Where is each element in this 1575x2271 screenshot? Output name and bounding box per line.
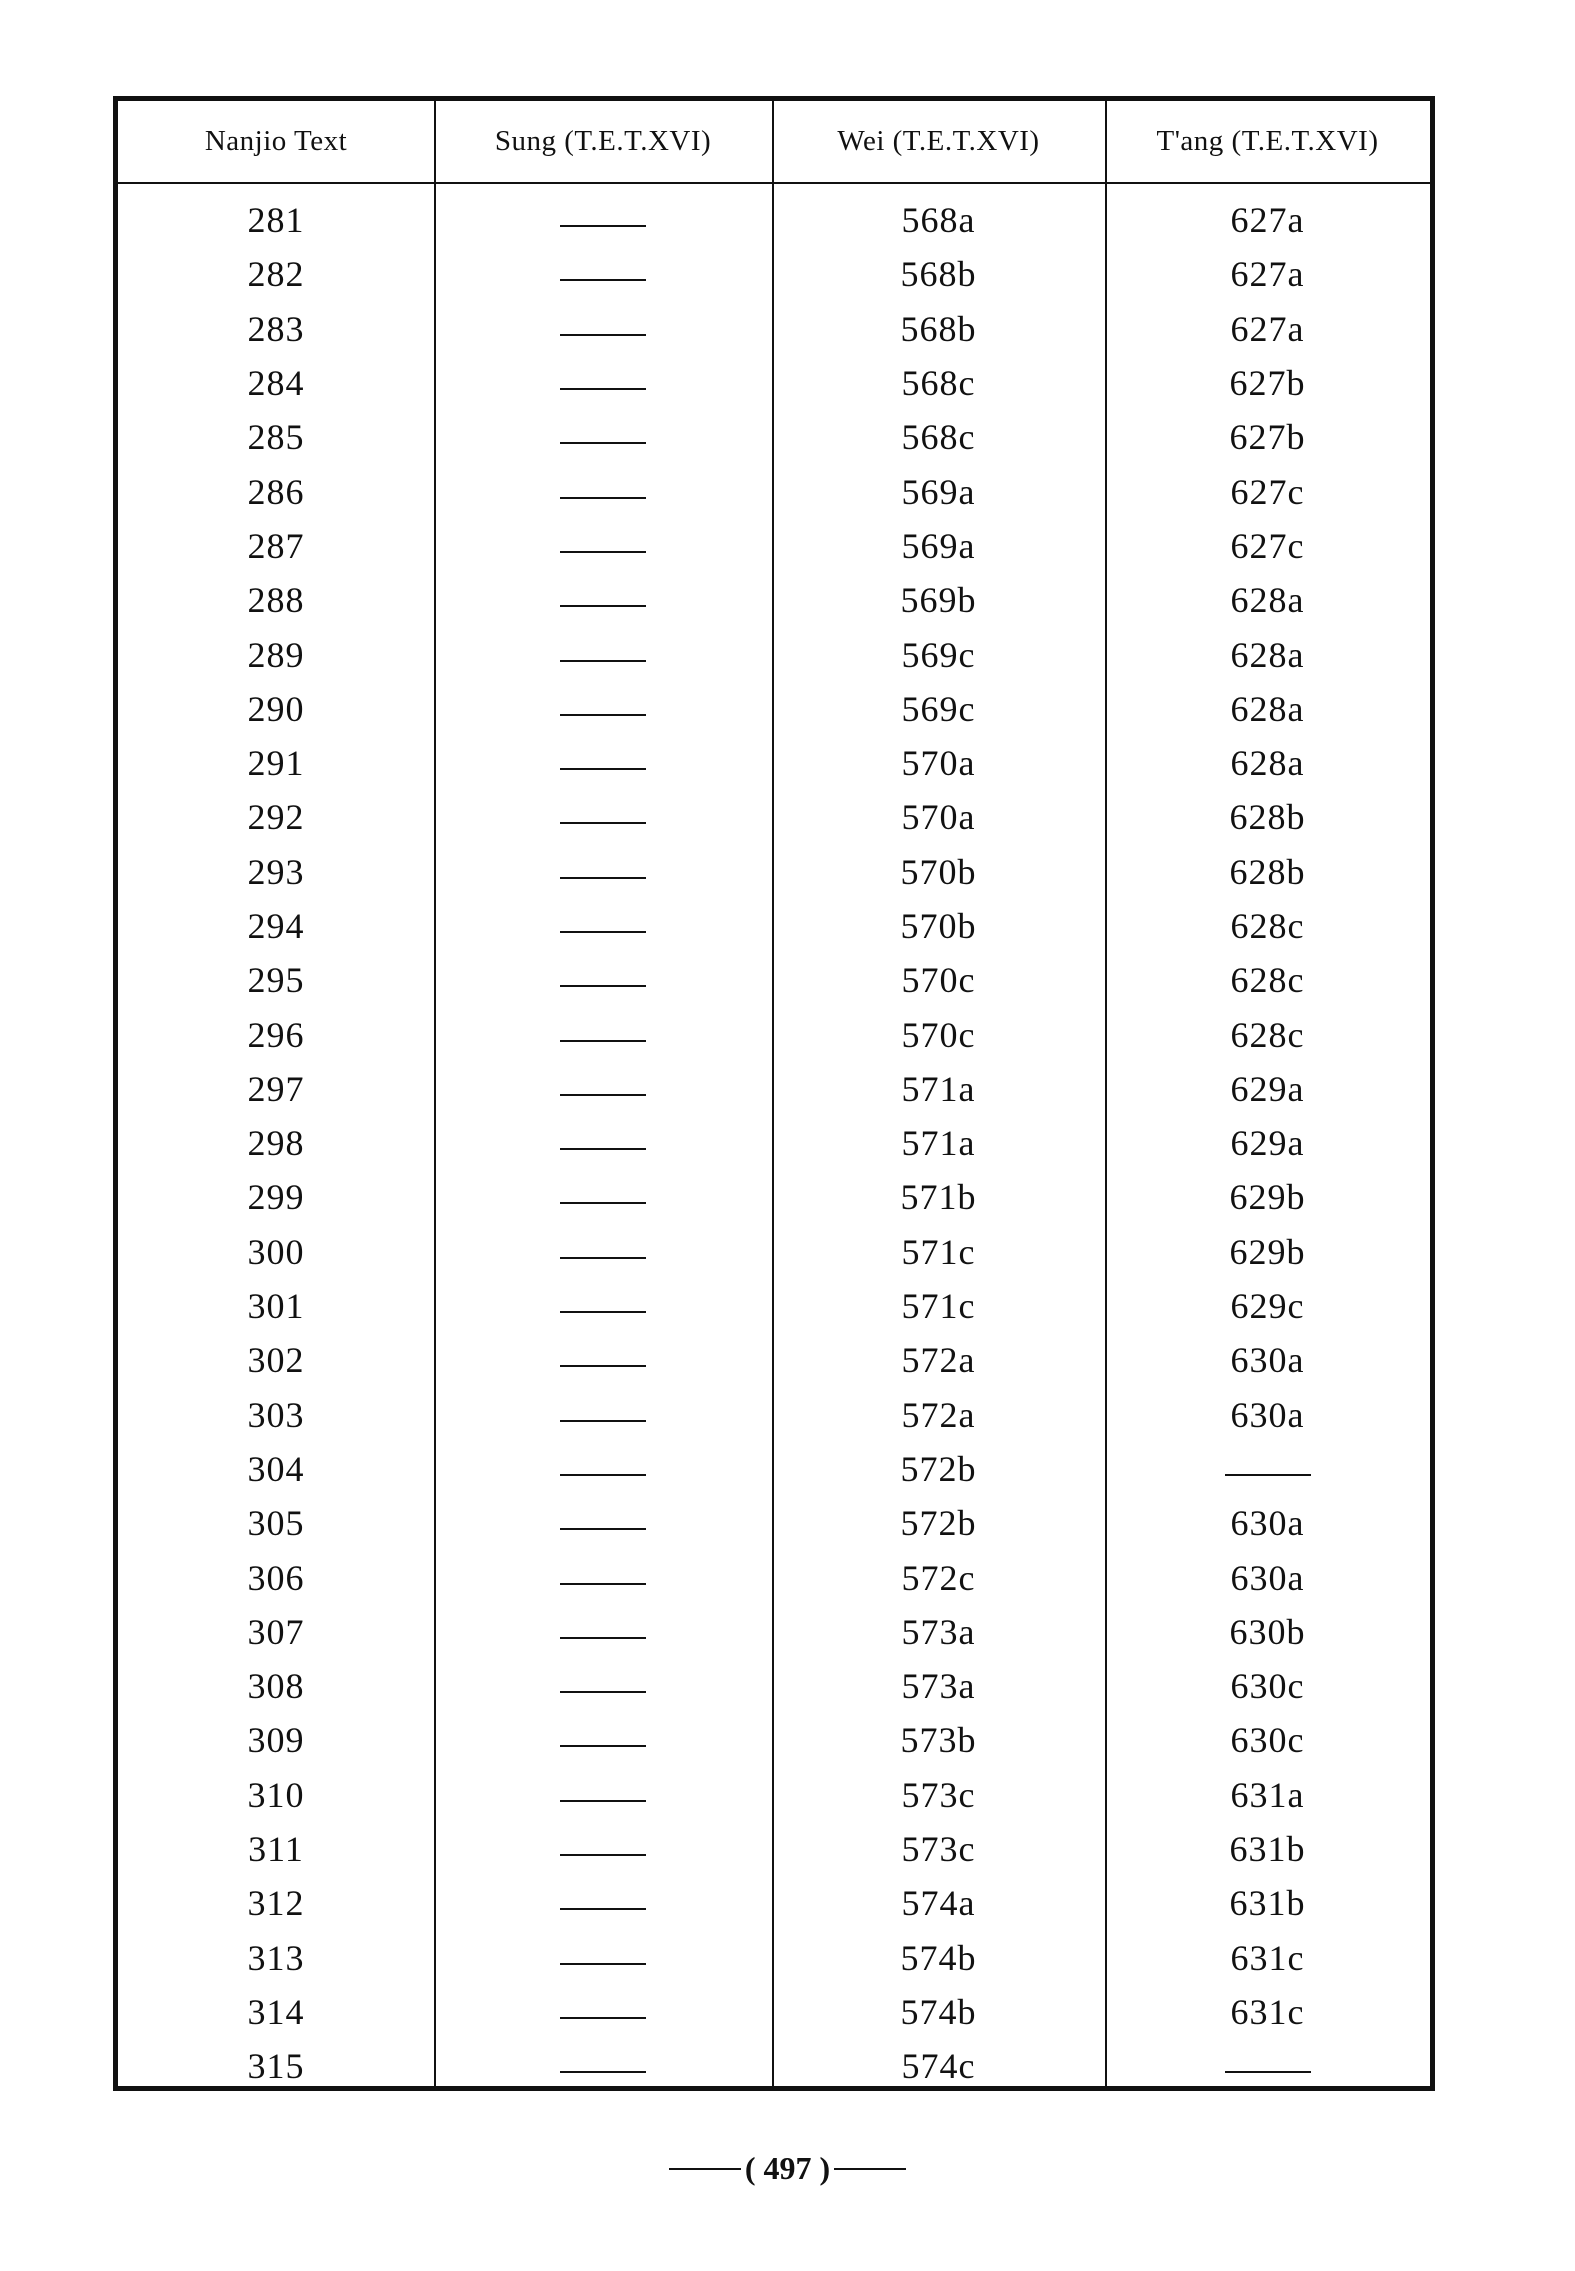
- cell-nanjio-text: 291: [247, 743, 305, 784]
- cell-wei: 569c: [901, 634, 976, 675]
- cell-wei: 573b: [900, 1720, 977, 1761]
- cell-wei: 574b: [900, 1991, 977, 2032]
- cell-sung: [434, 1190, 772, 1204]
- cell-tang: 629a: [1230, 1123, 1305, 1164]
- cell-sung: [434, 648, 772, 662]
- table-row: [118, 1007, 1430, 1061]
- table-row: [118, 899, 1430, 953]
- cell-nanjio-text: 306: [247, 1557, 305, 1598]
- cell-wei: 574b: [900, 1937, 977, 1978]
- cell-sung: [434, 810, 772, 824]
- table-row: [118, 247, 1430, 301]
- table-row: [118, 1985, 1430, 2039]
- empty-entry-dash: [560, 225, 646, 227]
- cell-tang: [1105, 2059, 1430, 2073]
- cell-sung: [434, 1408, 772, 1422]
- cell-wei: 573c: [901, 1774, 976, 1815]
- cell-wei: 568a: [901, 200, 976, 241]
- cell-sung: [434, 2005, 772, 2019]
- cell-wei: 570b: [900, 906, 977, 946]
- cell-tang: 627b: [1229, 417, 1306, 458]
- cell-nanjio-text: 288: [247, 580, 305, 621]
- cell-sung: [434, 1516, 772, 1530]
- cell-wei: 569a: [901, 525, 976, 566]
- table-row: [118, 1062, 1430, 1116]
- empty-entry-dash: [560, 605, 646, 607]
- cell-sung: [434, 973, 772, 987]
- empty-entry-dash: [560, 1311, 646, 1313]
- cell-tang: 628c: [1230, 960, 1305, 1001]
- cell-tang: 629b: [1229, 1177, 1306, 1218]
- empty-entry-dash: [560, 388, 646, 390]
- cell-wei: 573a: [901, 1611, 976, 1652]
- cell-wei: 570a: [901, 797, 976, 838]
- table-row: [118, 464, 1430, 518]
- table-row: [118, 627, 1430, 681]
- cell-wei: 569c: [901, 688, 976, 729]
- cell-tang: 628a: [1230, 580, 1305, 621]
- cell-tang: 629a: [1230, 1068, 1305, 1109]
- cell-nanjio-text: 286: [247, 471, 305, 512]
- table-row: [118, 1713, 1430, 1767]
- column-divider: [434, 101, 436, 2086]
- cell-tang: 628a: [1230, 688, 1305, 729]
- cell-sung: [434, 593, 772, 607]
- empty-entry-dash: [560, 1365, 646, 1367]
- cell-sung: [434, 1245, 772, 1259]
- cell-sung: [434, 1625, 772, 1639]
- empty-entry-dash: [560, 2017, 646, 2019]
- table-row: [118, 356, 1430, 410]
- empty-entry-dash: [560, 1040, 646, 1042]
- empty-entry-dash: [560, 1854, 646, 1856]
- cell-nanjio-text: 284: [247, 363, 305, 404]
- header-rule: [118, 182, 1430, 184]
- cell-wei: 571a: [901, 1123, 976, 1164]
- cell-nanjio-text: 297: [247, 1068, 305, 1109]
- table-header-row: [118, 101, 1430, 182]
- empty-entry-dash: [1225, 1474, 1311, 1476]
- cell-tang: 631a: [1230, 1774, 1305, 1815]
- table-row: [118, 1116, 1430, 1170]
- empty-entry-dash: [560, 660, 646, 662]
- cell-tang: 627b: [1229, 363, 1306, 404]
- cell-wei: 570c: [901, 1014, 976, 1055]
- cell-nanjio-text: 283: [247, 308, 305, 349]
- cell-sung: [434, 1788, 772, 1802]
- cell-nanjio-text: 299: [247, 1177, 305, 1218]
- empty-entry-dash: [560, 1800, 646, 1802]
- empty-entry-dash: [560, 822, 646, 824]
- empty-entry-dash: [560, 1202, 646, 1204]
- empty-entry-dash: [560, 1148, 646, 1150]
- cell-sung: [434, 1028, 772, 1042]
- empty-entry-dash: [560, 497, 646, 499]
- cell-nanjio-text: 308: [247, 1666, 305, 1707]
- cell-tang: 628c: [1230, 906, 1305, 946]
- cell-sung: [434, 1951, 772, 1965]
- cell-sung: [434, 376, 772, 390]
- table-row: [118, 953, 1430, 1007]
- cell-tang: 631c: [1230, 1991, 1305, 2032]
- cell-nanjio-text: 301: [247, 1286, 305, 1327]
- cell-sung: [434, 1136, 772, 1150]
- cell-sung: [434, 1896, 772, 1910]
- cell-nanjio-text: 314: [247, 1991, 305, 2032]
- cell-nanjio-text: 312: [247, 1883, 305, 1924]
- empty-entry-dash: [560, 1691, 646, 1693]
- empty-entry-dash: [560, 442, 646, 444]
- table-row: [118, 790, 1430, 844]
- concordance-table: [113, 96, 1435, 2091]
- cell-sung: [434, 919, 772, 933]
- cell-sung: [434, 1299, 772, 1313]
- cell-nanjio-text: 298: [247, 1123, 305, 1164]
- cell-wei: 568b: [900, 254, 977, 295]
- table-row: [118, 1768, 1430, 1822]
- cell-wei: 574a: [901, 1883, 976, 1924]
- cell-tang: 631b: [1229, 1829, 1306, 1870]
- cell-wei: 573c: [901, 1829, 976, 1870]
- cell-tang: 628b: [1229, 851, 1306, 892]
- table-row: [118, 1225, 1430, 1279]
- empty-entry-dash: [560, 1528, 646, 1530]
- table-row: [118, 1931, 1430, 1985]
- page-number: ( 497 ): [744, 2150, 831, 2186]
- cell-tang: 629b: [1229, 1231, 1306, 1272]
- cell-nanjio-text: 289: [247, 634, 305, 675]
- cell-wei: 570b: [900, 851, 977, 892]
- cell-nanjio-text: 300: [247, 1231, 305, 1272]
- column-header-tang: T'ang (T.E.T.XVI): [1156, 125, 1379, 157]
- page-footer: [0, 2150, 1575, 2187]
- empty-entry-dash: [560, 1420, 646, 1422]
- cell-tang: 627a: [1230, 200, 1305, 241]
- cell-wei: 569a: [901, 471, 976, 512]
- empty-entry-dash: [560, 1963, 646, 1965]
- cell-nanjio-text: 281: [247, 200, 305, 241]
- cell-tang: 627a: [1230, 254, 1305, 295]
- footer-rule-left: [669, 2168, 741, 2170]
- table-row: [118, 1822, 1430, 1876]
- cell-sung: [434, 267, 772, 281]
- table-row: [118, 1442, 1430, 1496]
- cell-sung: [434, 1353, 772, 1367]
- empty-entry-dash: [560, 985, 646, 987]
- cell-wei: 572a: [901, 1340, 976, 1381]
- table-row: [118, 1876, 1430, 1930]
- cell-nanjio-text: 296: [247, 1014, 305, 1055]
- footer-rule-right: [834, 2168, 906, 2170]
- cell-wei: 568c: [901, 363, 976, 404]
- empty-entry-dash: [560, 334, 646, 336]
- cell-sung: [434, 1733, 772, 1747]
- column-divider: [1105, 101, 1107, 2086]
- empty-entry-dash: [560, 2071, 646, 2073]
- cell-tang: 630a: [1230, 1394, 1305, 1435]
- table-row: [118, 1496, 1430, 1550]
- table-row: [118, 1388, 1430, 1442]
- table-row: [118, 1333, 1430, 1387]
- cell-sung: [434, 756, 772, 770]
- table-row: [118, 2039, 1430, 2093]
- empty-entry-dash: [560, 768, 646, 770]
- empty-entry-dash: [560, 279, 646, 281]
- cell-nanjio-text: 309: [247, 1720, 305, 1761]
- cell-sung: [434, 702, 772, 716]
- cell-tang: 628b: [1229, 797, 1306, 838]
- cell-wei: 572a: [901, 1394, 976, 1435]
- cell-wei: 570a: [901, 743, 976, 784]
- cell-tang: 631c: [1230, 1937, 1305, 1978]
- cell-sung: [434, 430, 772, 444]
- cell-nanjio-text: 315: [247, 2046, 305, 2087]
- cell-sung: [434, 322, 772, 336]
- cell-nanjio-text: 294: [247, 906, 305, 946]
- cell-wei: 572b: [900, 1448, 977, 1489]
- cell-sung: [434, 2059, 772, 2073]
- cell-wei: 571c: [901, 1286, 976, 1327]
- table-row: [118, 519, 1430, 573]
- cell-nanjio-text: 290: [247, 688, 305, 729]
- cell-sung: [434, 1842, 772, 1856]
- cell-tang: 628a: [1230, 634, 1305, 675]
- cell-wei: 568c: [901, 417, 976, 458]
- cell-wei: 570c: [901, 960, 976, 1001]
- cell-nanjio-text: 304: [247, 1448, 305, 1489]
- table-row: [118, 410, 1430, 464]
- cell-tang: 627a: [1230, 308, 1305, 349]
- table-row: [118, 736, 1430, 790]
- cell-sung: [434, 1082, 772, 1096]
- cell-nanjio-text: 310: [247, 1774, 305, 1815]
- empty-entry-dash: [1225, 2071, 1311, 2073]
- cell-sung: [434, 1679, 772, 1693]
- cell-tang: 630a: [1230, 1557, 1305, 1598]
- cell-tang: 627c: [1230, 471, 1305, 512]
- column-header-wei: Wei (T.E.T.XVI): [837, 125, 1040, 157]
- cell-sung: [434, 865, 772, 879]
- cell-sung: [434, 1571, 772, 1585]
- cell-wei: 574c: [901, 2046, 976, 2087]
- cell-sung: [434, 539, 772, 553]
- table-row: [118, 1279, 1430, 1333]
- table-row: [118, 682, 1430, 736]
- column-header-nanjio-text: Nanjio Text: [204, 125, 348, 157]
- cell-wei: 571a: [901, 1068, 976, 1109]
- empty-entry-dash: [560, 1094, 646, 1096]
- cell-tang: 628c: [1230, 1014, 1305, 1055]
- empty-entry-dash: [560, 1474, 646, 1476]
- cell-nanjio-text: 305: [247, 1503, 305, 1544]
- cell-nanjio-text: 302: [247, 1340, 305, 1381]
- empty-entry-dash: [560, 1637, 646, 1639]
- cell-nanjio-text: 287: [247, 525, 305, 566]
- empty-entry-dash: [560, 1583, 646, 1585]
- cell-tang: 630a: [1230, 1503, 1305, 1544]
- cell-wei: 571c: [901, 1231, 976, 1272]
- empty-entry-dash: [560, 1257, 646, 1259]
- column-divider: [772, 101, 774, 2086]
- table-row: [118, 1605, 1430, 1659]
- cell-tang: 629c: [1230, 1286, 1305, 1327]
- cell-tang: 630c: [1230, 1720, 1305, 1761]
- table-row: [118, 193, 1430, 247]
- table-row: [118, 573, 1430, 627]
- cell-nanjio-text: 295: [247, 960, 305, 1001]
- cell-tang: 627c: [1230, 525, 1305, 566]
- empty-entry-dash: [560, 1908, 646, 1910]
- empty-entry-dash: [560, 1745, 646, 1747]
- cell-wei: 568b: [900, 308, 977, 349]
- cell-sung: [434, 213, 772, 227]
- table-row: [118, 1659, 1430, 1713]
- cell-tang: 631b: [1229, 1883, 1306, 1924]
- cell-nanjio-text: 292: [247, 797, 305, 838]
- empty-entry-dash: [560, 877, 646, 879]
- empty-entry-dash: [560, 714, 646, 716]
- cell-nanjio-text: 313: [247, 1937, 305, 1978]
- table-row: [118, 1550, 1430, 1604]
- table-row: [118, 1170, 1430, 1224]
- table-row: [118, 845, 1430, 899]
- cell-wei: 572c: [901, 1557, 976, 1598]
- table-body: [118, 193, 1430, 2093]
- column-header-sung: Sung (T.E.T.XVI): [494, 125, 712, 157]
- empty-entry-dash: [560, 551, 646, 553]
- cell-tang: 630c: [1230, 1666, 1305, 1707]
- cell-tang: 630b: [1229, 1611, 1306, 1652]
- cell-tang: [1105, 1462, 1430, 1476]
- cell-nanjio-text: 311: [248, 1829, 304, 1870]
- cell-nanjio-text: 285: [247, 417, 305, 458]
- table-row: [118, 302, 1430, 356]
- cell-wei: 572b: [900, 1503, 977, 1544]
- empty-entry-dash: [560, 931, 646, 933]
- cell-sung: [434, 485, 772, 499]
- cell-wei: 573a: [901, 1666, 976, 1707]
- cell-nanjio-text: 303: [247, 1394, 305, 1435]
- cell-wei: 569b: [900, 580, 977, 621]
- cell-nanjio-text: 282: [247, 254, 305, 295]
- cell-nanjio-text: 307: [247, 1611, 305, 1652]
- cell-tang: 630a: [1230, 1340, 1305, 1381]
- cell-wei: 571b: [900, 1177, 977, 1218]
- cell-sung: [434, 1462, 772, 1476]
- cell-tang: 628a: [1230, 743, 1305, 784]
- cell-nanjio-text: 293: [247, 851, 305, 892]
